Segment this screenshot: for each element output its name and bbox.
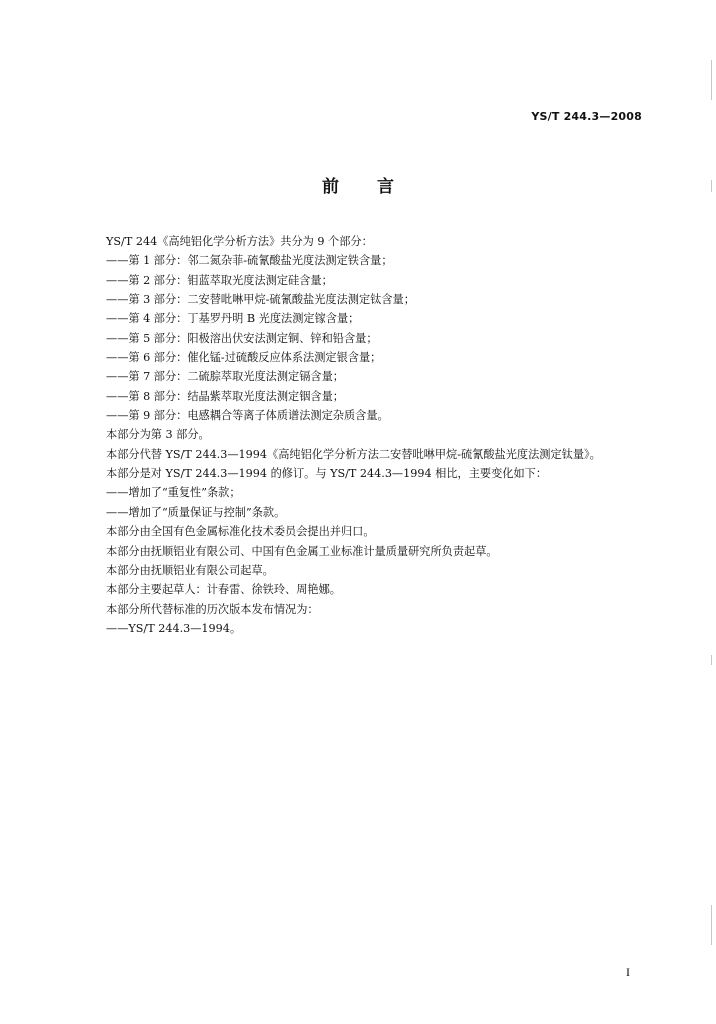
text-line: 本部分主要起草人：计春雷、徐铁玲、周艳娜。 (106, 583, 341, 597)
document-code: YS/T 244.3—2008 (531, 110, 642, 123)
scan-edge-mark (711, 655, 712, 665)
text-line: ——第 4 部分：丁基罗丹明 B 光度法测定镓含量； (106, 312, 360, 326)
title-char-2: 言 (377, 177, 394, 197)
text-line: ——第 9 部分：电感耦合等离子体质谱法测定杂质含量。 (106, 409, 389, 423)
scan-edge-mark (711, 180, 712, 192)
text-line: YS/T 244《高纯铝化学分析方法》共分为 9 个部分： (106, 235, 373, 248)
page-number: I (626, 965, 630, 979)
text-line: ——第 1 部分：邻二氮杂菲-硫氰酸盐光度法测定铁含量； (106, 254, 393, 268)
text-line: ——YS/T 244.3—1994。 (106, 621, 242, 635)
text-line: ——第 7 部分：二硫腙萃取光度法测定镉含量； (106, 370, 344, 384)
text-line: ——第 8 部分：结晶紫萃取光度法测定铟含量； (106, 389, 344, 403)
text-line: ——第 5 部分：阳极溶出伏安法测定铜、锌和铅含量； (106, 331, 378, 345)
text-line: 本部分由抚顺铝业有限公司、中国有色金属工业标准计量质量研究所负责起草。 (106, 544, 498, 558)
text-line: 本部分代替 YS/T 244.3—1994《高纯铝化学分析方法二安替吡啉甲烷-硫氰酸盐光度法测定钛量》。 (106, 447, 601, 461)
text-line: ——第 6 部分：催化锰-过硫酸反应体系法测定银含量； (106, 351, 382, 365)
text-line: 本部分所代替标准的历次版本发布情况为： (106, 602, 319, 616)
text-line: ——第 3 部分：二安替吡啉甲烷-硫氰酸盐光度法测定钛含量； (106, 293, 415, 307)
scan-edge-mark (711, 905, 712, 945)
text-line: ——增加了“质量保证与控制”条款。 (106, 505, 286, 519)
text-line: 本部分为第 3 部分。 (106, 428, 210, 442)
title-char-1: 前 (322, 177, 339, 197)
text-line: ——第 2 部分：钼蓝萃取光度法测定硅含量； (106, 273, 333, 287)
text-line: 本部分由全国有色金属标准化技术委员会提出并归口。 (106, 525, 375, 539)
text-line: 本部分是对 YS/T 244.3—1994 的修订。与 YS/T 244.3—1994 相比，主要变化如下： (106, 467, 548, 481)
text-line: 本部分由抚顺铝业有限公司起草。 (106, 563, 274, 577)
foreword-body (106, 232, 646, 638)
scan-edge-mark (711, 60, 712, 100)
text-line: ——增加了“重复性”条款； (106, 486, 241, 500)
page-title (0, 172, 716, 197)
